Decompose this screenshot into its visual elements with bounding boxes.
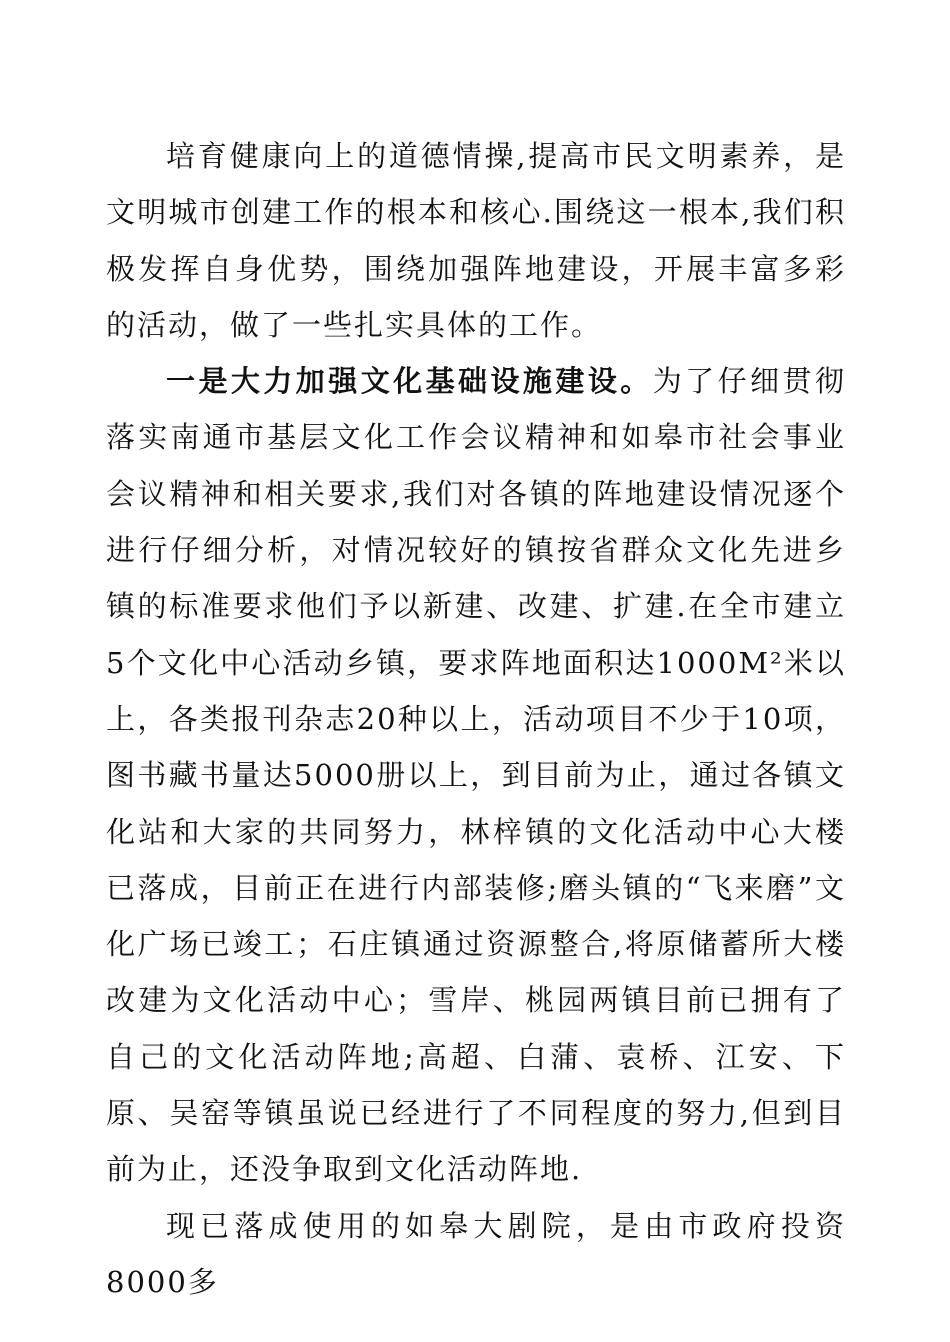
paragraph-2-lead: 一是大力加强文化基础设施建设。	[166, 364, 653, 399]
paragraph-3	[106, 1198, 846, 1311]
paragraph-2-text: 为了仔细贯彻落实南通市基层文化工作会议精神和如皋市社会事业会议精神和相关要求,我们对各镇的阵地建设情况逐个进行仔细分析，对情况较好的镇按省群众文化先进乡镇的标准要求他们予以新建、改建、扩建.在全市建立5个文化中心活动乡镇，要求阵地面积达1000M²米以上，各类报刊杂志20种以上，活动项目不少于10项，图书藏书量达5000册以上，到目前为止，通过各镇文化站和大家的共同努力，林梓镇的文化活动中心大楼已落成，目前正在进行内部装修;磨头镇的“飞来磨”文化广场已竣工；石庄镇通过资源整合,将原储蓄所大楼改建为文化活动中心；雪岸、桃园两镇目前已拥有了自己的文化活动阵地;高超、白蒲、袁桥、江安、下原、吴窑等镇虽说已经进行了不同程度的努力,但到目前为止，还没争取到文化活动阵地.	[106, 364, 846, 1187]
document-body	[106, 128, 846, 1310]
paragraph-1	[106, 128, 846, 353]
paragraph-2	[106, 353, 846, 1197]
paragraph-3-text: 现已落成使用的如皋大剧院，是由市政府投资8000多	[106, 1208, 846, 1299]
paragraph-1-text: 培育健康向上的道德情操,提高市民文明素养，是文明城市创建工作的根本和核心.围绕这一根本,我们积极发挥自身优势，围绕加强阵地建设，开展丰富多彩的活动，做了一些扎实具体的工作。	[106, 139, 846, 342]
